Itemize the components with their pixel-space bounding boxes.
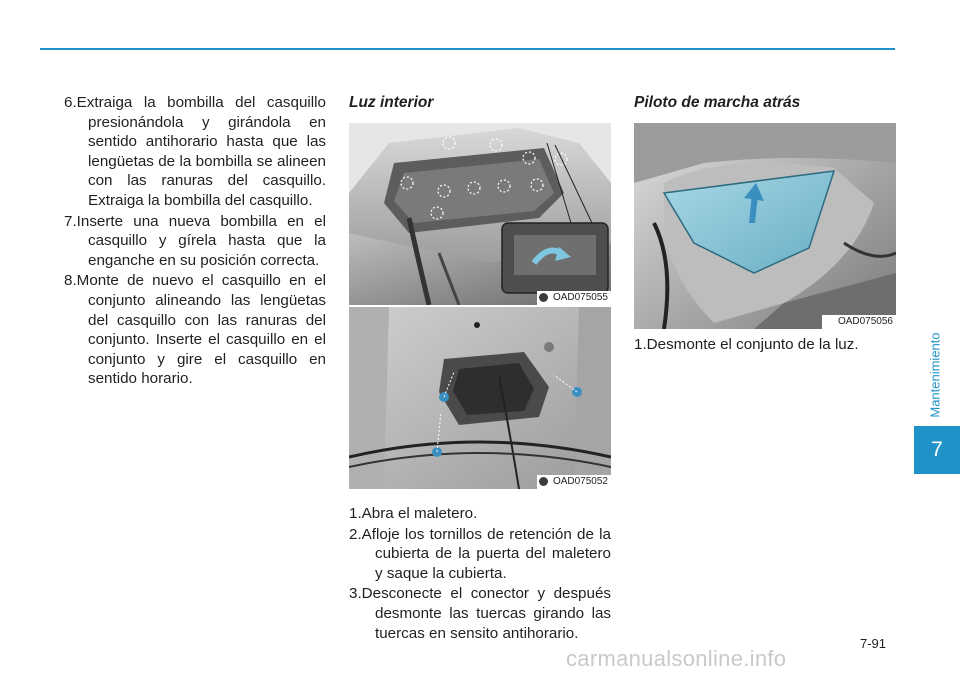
trunk-inner-illustration xyxy=(349,307,611,489)
middle-column-steps xyxy=(349,504,611,644)
figure-reverse-light xyxy=(634,123,896,329)
left-column xyxy=(64,93,326,390)
chapter-tab: 7 xyxy=(914,426,960,474)
figure-trunk-lid xyxy=(349,123,611,305)
heading-piloto-marcha-atras: Piloto de marcha atrás xyxy=(634,94,801,111)
heading-luz-interior: Luz interior xyxy=(349,94,434,111)
trunk-lid-illustration xyxy=(349,123,611,305)
interior-step-3: 3.Desconecte el conector y después desmonte las tuercas girando las tuercas en sensito antihorario. xyxy=(349,585,611,642)
figure-code-oad075055: OAD075055 xyxy=(537,291,611,305)
step-6: 6.Extraiga la bombilla del casquillo presionándola y girándola en sentido antihorario hasta que las lengüetas de la bombilla se alineen con las ranuras del casquillo. Extraiga la bombilla del casquillo. xyxy=(64,94,326,209)
step-8: 8.Monte de nuevo el casquillo en el conjunto alineando las lengüetas del casquillo con las ranuras del conjunto. Inserte el casquillo en el conjunto y gire el casquillo en sentido horario. xyxy=(64,272,326,388)
reverse-step-1: 1.Desmonte el conjunto de la luz. xyxy=(634,336,859,353)
sidebar-section-title: Mantenimiento xyxy=(927,332,943,418)
bullet-dot-icon xyxy=(539,477,548,486)
top-rule xyxy=(40,48,895,50)
figure-code-oad075056: OAD075056 xyxy=(822,315,896,329)
figure-code-oad075052: OAD075052 xyxy=(537,475,611,489)
reverse-light-illustration xyxy=(634,123,896,329)
right-column-steps xyxy=(634,335,896,356)
interior-step-2: 2.Afloje los tornillos de retención de la cubierta de la puerta del maletero y saque la cubierta. xyxy=(349,525,611,582)
watermark: carmanualsonline.info xyxy=(566,646,787,671)
step-7: 7.Inserte una nueva bombilla en el casquillo y gírela hasta que la enganche en su posición correcta. xyxy=(64,212,326,269)
page-number: 7-91 xyxy=(860,636,887,651)
interior-step-1: 1.Abra el maletero. xyxy=(349,505,478,522)
figure-trunk-inner xyxy=(349,307,611,489)
bullet-dot-icon xyxy=(539,293,548,302)
